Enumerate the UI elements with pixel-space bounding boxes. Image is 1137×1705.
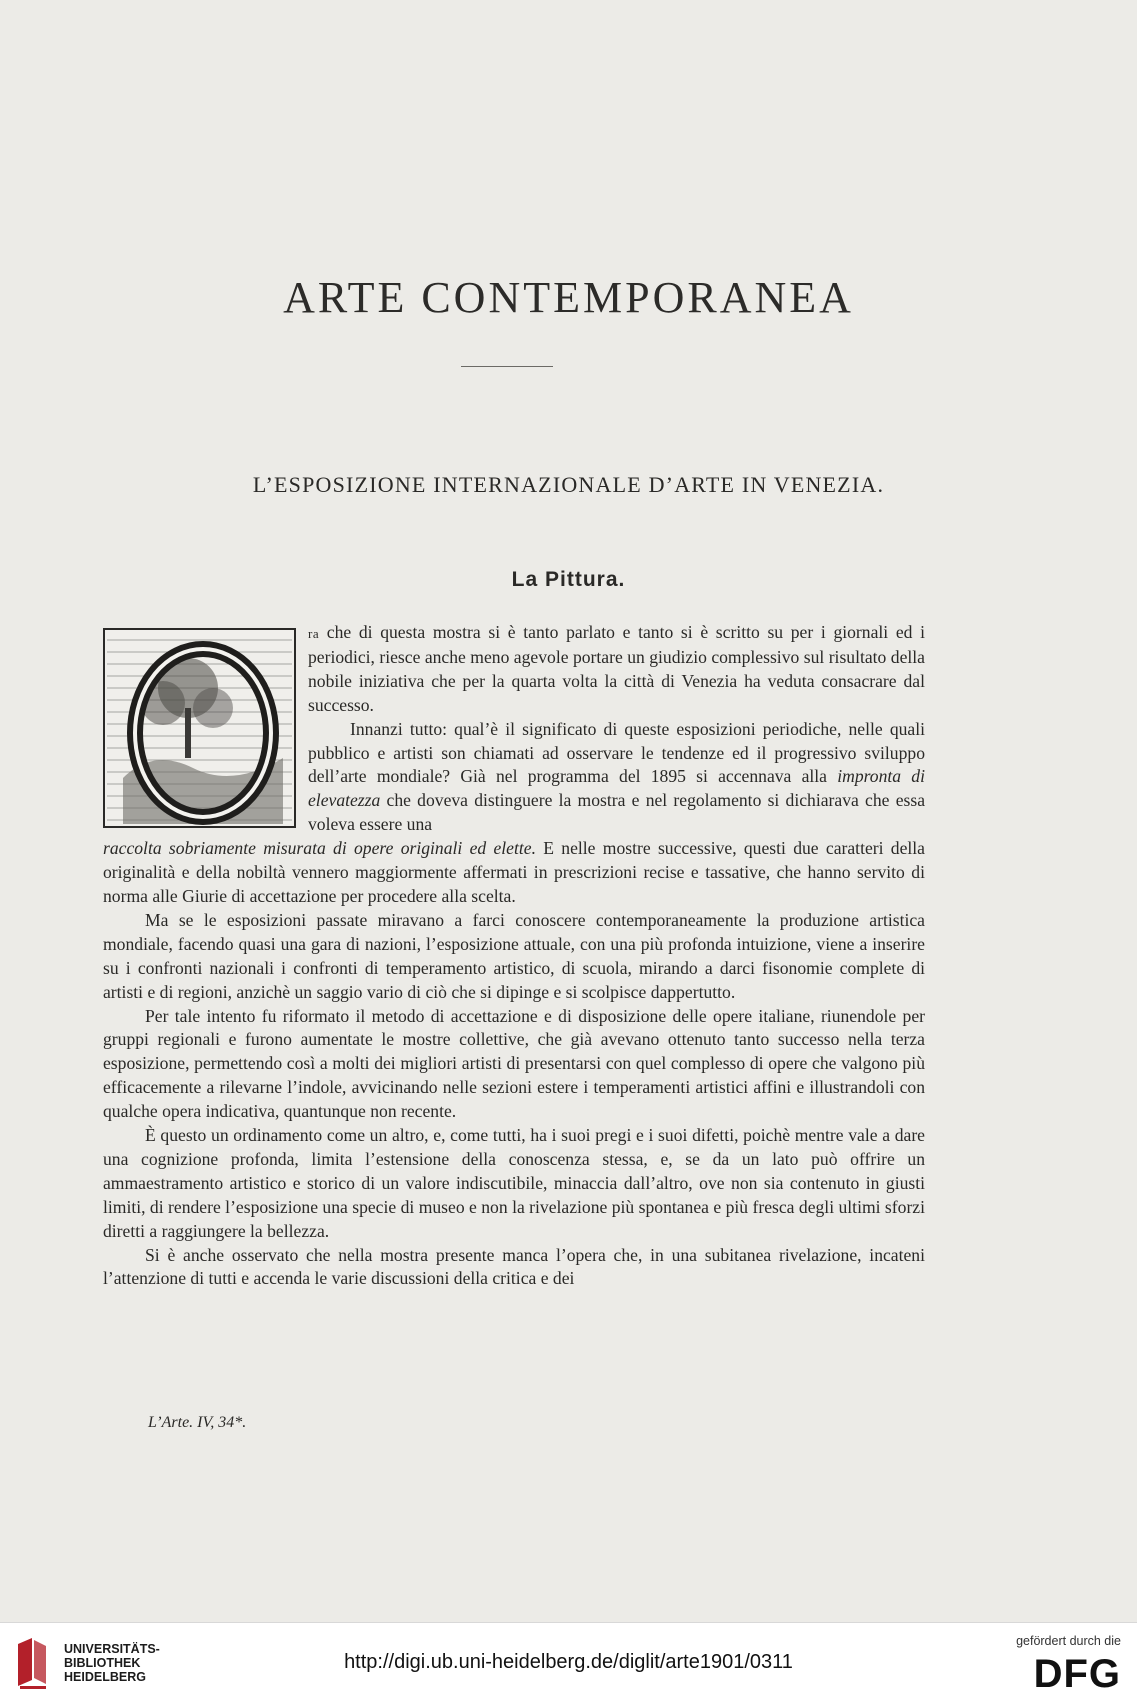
paragraph-4: Per tale intento fu riformato il metodo di accettazione e di disposizione delle opere italiane, riunendole per gruppi regionali e furono aumentate le mostre collettive, che già avevano ottenuto tanto successo nella terza esposizione, permettendo così a molti dei migliori artisti di presentarsi con quel complesso di opere che valgono più efficacemente a rilevarne l’indole, avvicinando nelle sezioni estere i temperamenti artistici affini e illustrandoli con qualche opera indicativa, quantunque non recente. [103, 1005, 925, 1122]
initial-small-caps: ra [308, 626, 320, 641]
article-subtitle: L’ESPOSIZIONE INTERNAZIONALE D’ARTE IN VENEZIA. [252, 472, 885, 497]
paragraph-2-text-a: Innanzi tutto: qual’è il significato di queste esposizioni periodiche, nelle quali pubblico e artisti son chiamati ad osservare le tendenze ed il progressivo sviluppo dell’arte mondiale? Già nel programma del 1895 si accennava alla [308, 718, 925, 787]
dfg-logo[interactable]: DFG [1033, 1652, 1121, 1696]
funding-label: gefördert durch die [1016, 1634, 1121, 1648]
paragraph-2-italic-2: raccolta sobriamente misurata di opere originali ed elette. [103, 838, 536, 859]
page-title: ARTE CONTEMPORANEA [283, 273, 854, 322]
paragraph-2-text-b: che doveva distinguere la mostra e nel regolamento si dichiarava che essa voleva essere una [308, 790, 925, 835]
paragraph-1 [103, 621, 925, 718]
paragraph-3: Ma se le esposizioni passate miravano a farci conoscere contemporaneamente la produzione artistica mondiale, facendo quasi una gara di nazioni, l’esposizione attuale, con una più profonda intuizione, viene a inserire su i confronti nazionali i confronti di temperamento artistico, di scuola, mirando a darci fisonomie complete di artisti e di regioni, anzichè un saggio vario di ciò che si dipinge e si scolpisce dappertutto. [103, 909, 925, 1002]
article-body [103, 621, 925, 1291]
paragraph-1-text: che di questa mostra si è tanto parlato e tanto si è scritto su per i giornali ed i periodici, riesce anche meno agevole portare un giudizio complessivo sul risultato della nobile iniziativa che per la quarta volta la città di Venezia ha veduta consacrare dal successo. [308, 622, 925, 715]
paragraph-2-continued [103, 837, 925, 909]
paragraph-5: È questo un ordinamento come un altro, e, come tutti, ha i suoi pregi e i suoi difetti, poichè mentre vale a dare una cognizione profonda, limita l’estensione della conoscenza stessa, e, se da un lato può offrire un ammaestramento artistico e storico di un valore indiscutibile, minaccia dall’altro, ove non sia contenuto in giusti limiti, di rendere l’esposizione una specie di museo e non la rivelazione più spontanea e più fresca degli ultimi sforzi diretti a raggiungere la bellezza. [103, 1125, 925, 1241]
page-signature: L’Arte. IV, 34*. [148, 1414, 247, 1431]
paragraph-2-text-c: E nelle mostre successive, questi due caratteri della originalità e della nobiltà vennero maggiormente affermati in prescrizioni recise e tassative, che hanno servito di norma alle Giurie di accettazione per procedere alla scelta. [103, 838, 925, 906]
paragraph-2-italic-1: impronta di elevatezza [308, 766, 925, 811]
document-url-link[interactable]: http://digi.ub.uni-heidelberg.de/diglit/arte1901/0311 [344, 1651, 793, 1673]
section-heading: La Pittura. [511, 568, 626, 591]
university-library-name[interactable]: UNIVERSITÄTS- BIBLIOTHEK HEIDELBERG [64, 1642, 160, 1684]
paragraph-2 [103, 718, 925, 838]
paragraph-6: Si è anche osservato che nella mostra presente manca l’opera che, in una subitanea rivelazione, incateni l’attenzione di tutti e accenda le varie discussioni della critica e dei [103, 1244, 925, 1289]
title-rule [461, 366, 553, 367]
